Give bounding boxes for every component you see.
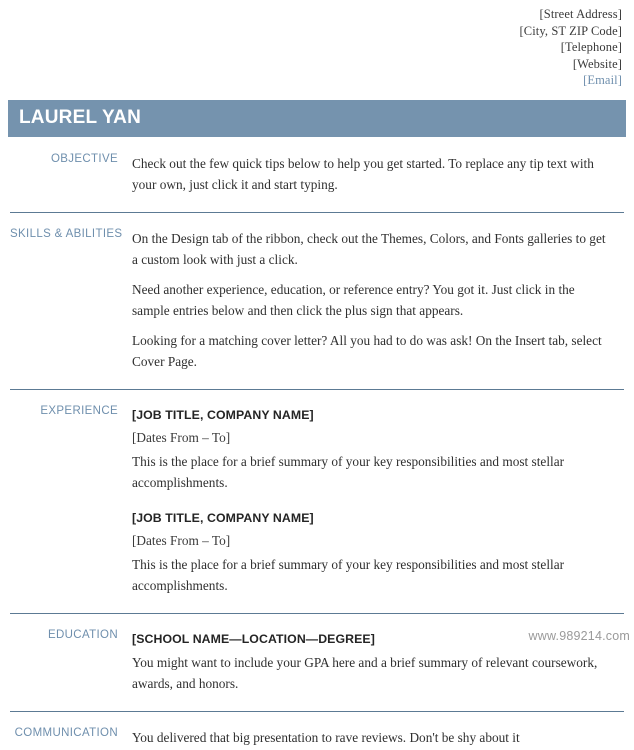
- objective-paragraph: Check out the few quick tips below to help you get started. To replace any tip text with your own, just click it and start typing.: [132, 155, 594, 192]
- skills-paragraph-3: Looking for a matching cover letter? All you had to do was ask! On the Insert tab, select Cover Page.: [132, 332, 602, 369]
- objective-body: [132, 153, 624, 195]
- candidate-name: LAUREL YAN: [19, 107, 142, 128]
- section-experience: [0, 390, 634, 613]
- education-label-column: [10, 629, 132, 694]
- experience-body: [132, 405, 624, 596]
- section-label-experience: EXPERIENCE: [40, 404, 118, 417]
- skills-label-column: [10, 228, 132, 372]
- experience-entry: [132, 405, 614, 493]
- education-school-title: [SCHOOL NAME—LOCATION—DEGREE]: [132, 631, 375, 646]
- name-banner: [8, 100, 626, 137]
- objective-label-column: [10, 153, 132, 195]
- experience-job-title: [JOB TITLE, COMPANY NAME]: [132, 407, 314, 422]
- contact-email[interactable]: [Email]: [583, 73, 622, 87]
- experience-dates: [Dates From – To]: [132, 532, 231, 548]
- experience-description: This is the place for a brief summary of your key responsibilities and most stellar accomplishments.: [132, 556, 565, 593]
- contact-telephone: [Telephone]: [560, 40, 622, 54]
- contact-website[interactable]: [Website]: [572, 56, 622, 71]
- experience-label-column: [10, 405, 132, 596]
- communication-paragraph: You delivered that big presentation to rave reviews. Don't be shy about it: [132, 729, 520, 745]
- contact-city-state-zip: [City, ST ZIP Code]: [519, 23, 622, 38]
- communication-label-column: [10, 727, 132, 748]
- contact-street-address: [Street Address]: [539, 7, 622, 21]
- section-skills: [0, 213, 634, 389]
- section-label-objective: OBJECTIVE: [50, 152, 118, 165]
- section-label-education: EDUCATION: [47, 628, 118, 641]
- section-label-communication: COMMUNICATION: [14, 726, 118, 739]
- education-description: You might want to include your GPA here and a brief summary of relevant coursework, awards, and honors.: [132, 654, 598, 691]
- experience-job-title: [JOB TITLE, COMPANY NAME]: [132, 510, 314, 525]
- skills-paragraph-2: Need another experience, education, or reference entry? You got it. Just click in the sample entries below and then click the plus sign that appears.: [132, 281, 575, 318]
- watermark: www.989214.com: [528, 629, 630, 643]
- section-objective: [0, 137, 634, 212]
- communication-body: [132, 727, 624, 748]
- section-label-skills: SKILLS & ABILITIES: [10, 227, 123, 240]
- experience-entry: [132, 508, 614, 596]
- section-communication: [0, 712, 634, 750]
- experience-description: This is the place for a brief summary of your key responsibilities and most stellar accomplishments.: [132, 453, 565, 490]
- contact-header: [0, 0, 634, 89]
- skills-body: [132, 228, 624, 372]
- experience-dates: [Dates From – To]: [132, 429, 231, 445]
- skills-paragraph-1: On the Design tab of the ribbon, check out the Themes, Colors, and Fonts galleries to get a custom look with just a click.: [132, 230, 606, 267]
